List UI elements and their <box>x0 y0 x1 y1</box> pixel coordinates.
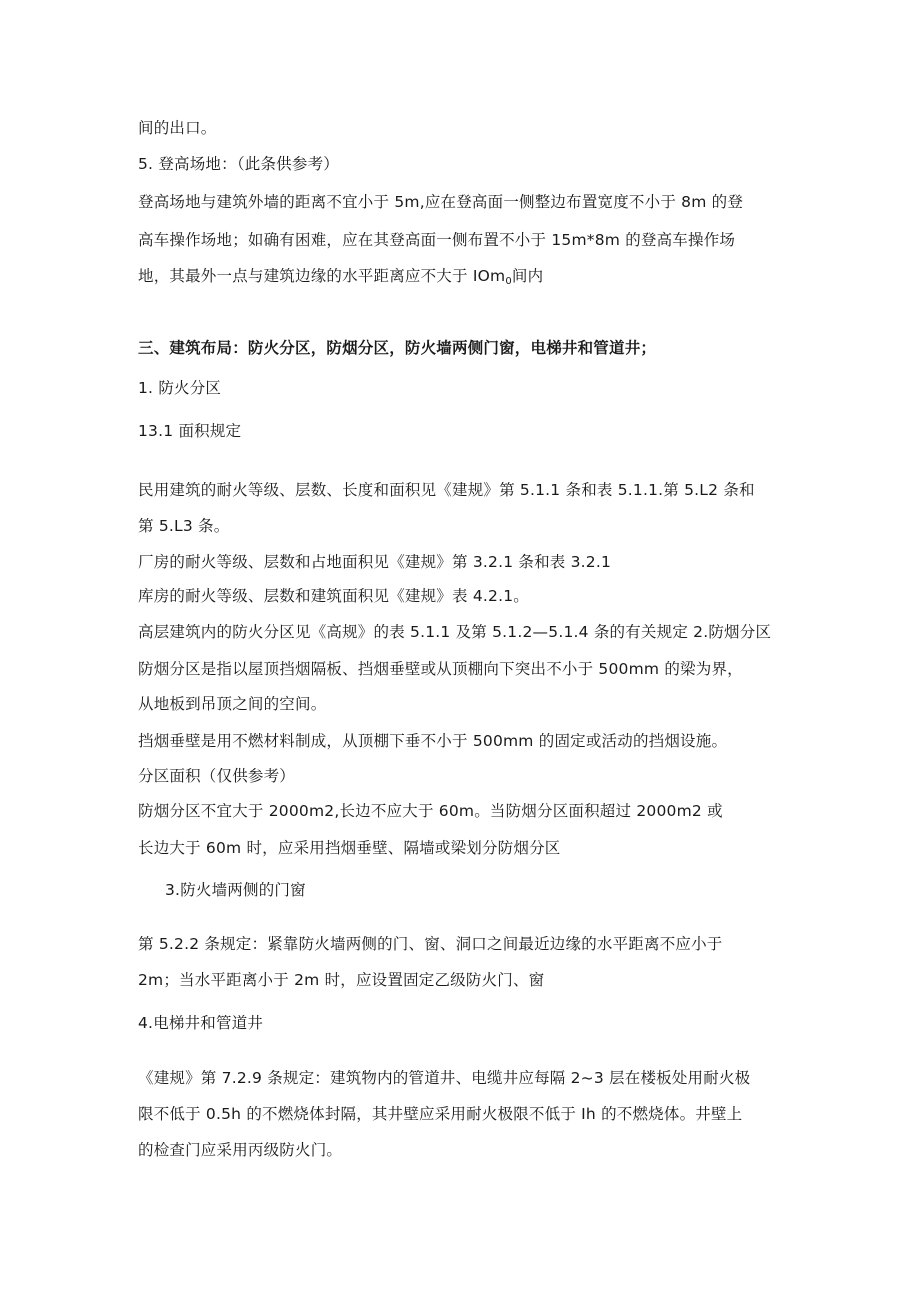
text-line: 从地板到吊顶之间的空间。 <box>138 695 327 713</box>
text-line: 第 5.2.2 条规定：紧靠防火墙两侧的门、窗、洞口之间最近边缘的水平距离不应小于 <box>138 935 723 953</box>
section-heading-3: 3.防火墙两侧的门窗 <box>165 881 306 899</box>
text-line: 高车操作场地；如确有困难，应在其登高面一侧布置不小于 15m*8m 的登高车操作场 <box>138 231 736 249</box>
text-line: 防烟分区不宜大于 2000m2,长边不应大于 60m。当防烟分区面积超过 2000m2 或 <box>138 802 723 820</box>
subscript: 0 <box>505 276 512 287</box>
text-line: 限不低于 0.5h 的不燃烧体封隔，其井壁应采用耐火极限不低于 Ih 的不燃烧体。井壁上 <box>138 1105 743 1123</box>
text-line: 防烟分区是指以屋顶挡烟隔板、挡烟垂壁或从顶棚向下突出不小于 500mm 的梁为界， <box>138 660 743 678</box>
text-line <box>138 266 543 292</box>
section-heading-1: 1. 防火分区 <box>138 379 222 397</box>
section-heading-4: 4.电梯井和管道井 <box>138 1014 264 1032</box>
text-line: 登高场地与建筑外墙的距离不宜小于 5m,应在登高面一侧整边布置宽度不小于 8m 的登 <box>138 193 744 211</box>
text-segment: 间内 <box>511 267 544 285</box>
text-line: 的检查门应采用丙级防火门。 <box>138 1141 343 1159</box>
chapter-heading: 三、建筑布局：防火分区，防烟分区，防火墙两侧门窗，电梯井和管道井； <box>138 339 657 357</box>
text-line: 2m；当水平距离小于 2m 时，应设置固定乙级防火门、窗 <box>138 971 545 989</box>
text-line: 厂房的耐火等级、层数和占地面积见《建规》第 3.2.1 条和表 3.2.1 <box>138 553 612 571</box>
text-line: 挡烟垂壁是用不燃材料制成，从顶棚下垂不小于 500mm 的固定或活动的挡烟设施。 <box>138 732 728 750</box>
text-segment: 地，其最外一点与建筑边缘的水平距离应不大于 IOm <box>138 267 506 285</box>
text-line: 间的出口。 <box>138 119 217 137</box>
subsection-heading: 13.1 面积规定 <box>138 422 242 440</box>
text-line: 库房的耐火等级、层数和建筑面积见《建规》表 4.2.1。 <box>138 587 529 605</box>
text-line: 长边大于 60m 时，应采用挡烟垂壁、隔墙或梁划分防烟分区 <box>138 839 561 857</box>
text-line: 分区面积（仅供参考） <box>138 767 296 785</box>
text-line: 民用建筑的耐火等级、层数、长度和面积见《建规》第 5.1.1 条和表 5.1.1.第 5.L2 条和 <box>138 481 755 499</box>
text-line: 高层建筑内的防火分区见《高规》的表 5.1.1 及第 5.1.2—5.1.4 条的有关规定 2.防烟分区 <box>138 623 772 641</box>
section-heading-5: 5. 登高场地：（此条供参考） <box>138 155 339 173</box>
text-line: 第 5.L3 条。 <box>138 517 230 535</box>
text-line: 《建规》第 7.2.9 条规定：建筑物内的管道井、电缆井应每隔 2~3 层在楼板处用耐火极 <box>138 1069 751 1087</box>
